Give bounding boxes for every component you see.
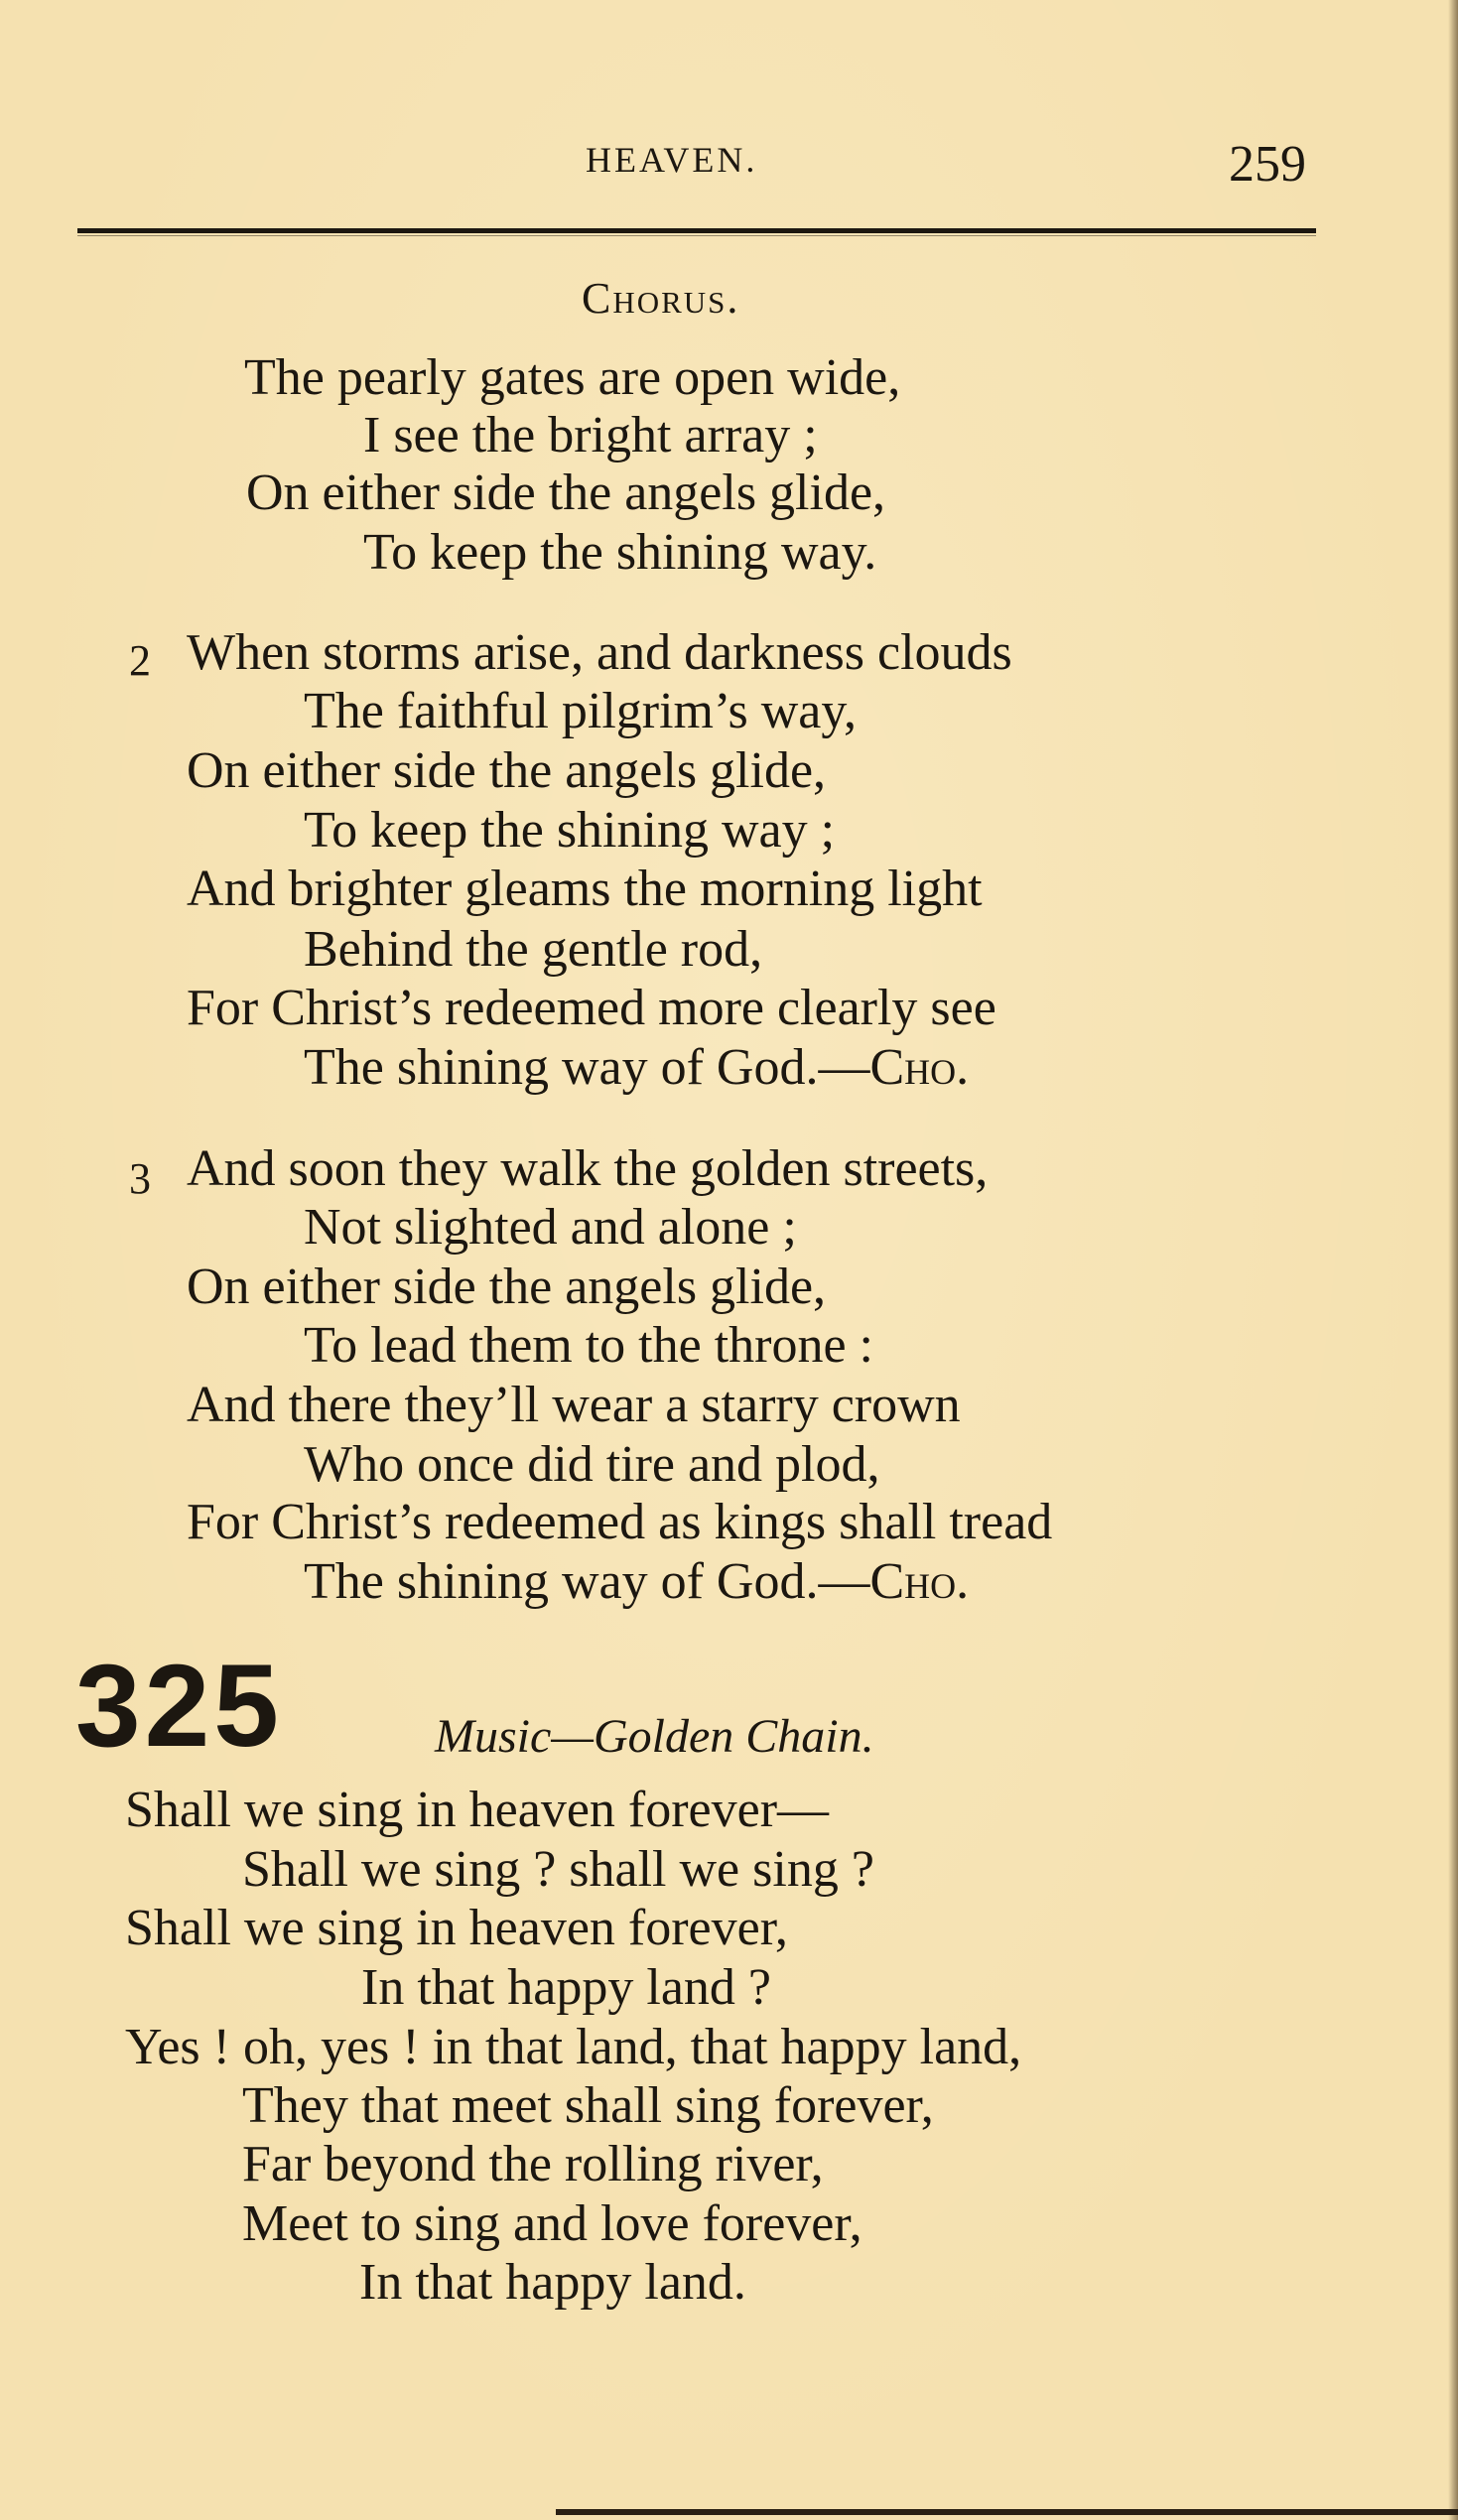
hymn-line: Yes ! oh, yes ! in that land, that happy land, (125, 2019, 1022, 2075)
hymn-line: Shall we sing in heaven forever, (125, 1900, 788, 1956)
music-attribution: Music—Golden Chain. (435, 1710, 874, 1763)
chorus-line: On either side the angels glide, (246, 464, 886, 521)
verse-line: The shining way of God.—Cho. (304, 1039, 970, 1096)
verse-line: Who once did tire and plod, (304, 1436, 880, 1493)
chorus-marker: Cho. (869, 1553, 970, 1610)
hymn-line: Meet to sing and love forever, (242, 2195, 862, 2252)
header-rule-thin (77, 235, 1316, 236)
hymn-line: Far beyond the rolling river, (242, 2136, 824, 2192)
bottom-edge-line (556, 2509, 1458, 2515)
hymn-line: Shall we sing ? shall we sing ? (242, 1841, 874, 1898)
hymn-line: They that meet shall sing forever, (242, 2077, 934, 2134)
hymn-line: In that happy land. (359, 2254, 746, 2311)
chorus-line: To keep the shining way. (363, 524, 877, 581)
verse-line: The shining way of God.—Cho. (304, 1553, 970, 1610)
hymn-line: Shall we sing in heaven forever— (125, 1782, 830, 1838)
page-edge-shadow (1448, 0, 1458, 2520)
chorus-marker: Cho. (869, 1039, 970, 1096)
verse-line: And there they’ll wear a starry crown (187, 1377, 961, 1433)
verse-line: On either side the angels glide, (187, 1259, 827, 1315)
verse-line: When storms arise, and darkness clouds (187, 624, 1012, 681)
header-rule (77, 228, 1316, 233)
verse-line: For Christ’s redeemed more clearly see (187, 980, 996, 1036)
hymn-line: In that happy land ? (361, 1959, 771, 2016)
chorus-line: I see the bright array ; (363, 407, 818, 464)
hymn-number: 325 (75, 1641, 283, 1772)
verse-line: On either side the angels glide, (187, 742, 827, 799)
verse-number: 3 (129, 1154, 151, 1203)
verse-line: To lead them to the throne : (304, 1317, 873, 1374)
verse-number: 2 (129, 636, 151, 685)
page-number: 259 (1229, 136, 1306, 193)
verse-line: To keep the shining way ; (304, 802, 836, 859)
verse-line: Behind the gentle rod, (304, 921, 763, 978)
verse-line: And soon they walk the golden streets, (187, 1140, 989, 1197)
chorus-heading: Chorus. (582, 274, 740, 323)
verse-line: Not slighted and alone ; (304, 1199, 797, 1256)
verse-line: For Christ’s redeemed as kings shall tread (187, 1494, 1053, 1550)
running-head: HEAVEN. (586, 140, 758, 180)
verse-line: And brighter gleams the morning light (187, 861, 983, 917)
verse-line: The faithful pilgrim’s way, (304, 683, 857, 739)
chorus-line: The pearly gates are open wide, (244, 349, 901, 406)
